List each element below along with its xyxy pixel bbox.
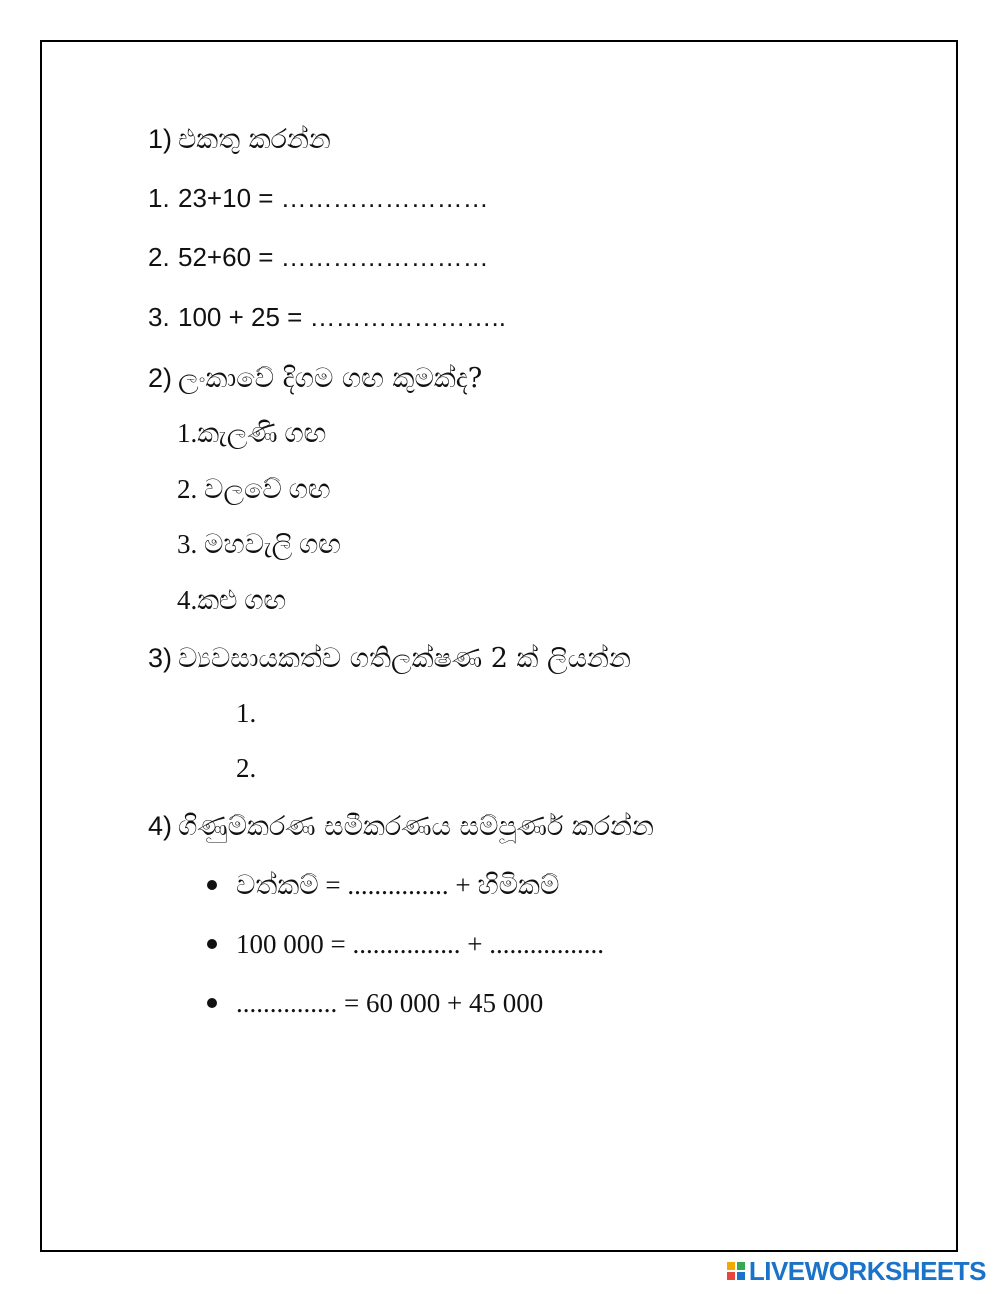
liveworksheets-logo-icon: [727, 1262, 745, 1280]
question-number: 3): [148, 643, 173, 673]
question-1-heading: [148, 126, 331, 153]
question-text: එකතු කරන්න: [178, 124, 331, 155]
river-option[interactable]: 3. මහවැලි ගඟ: [177, 529, 341, 559]
river-option[interactable]: 1.කැලණි ගඟ: [177, 418, 327, 448]
bullet-icon: [207, 998, 217, 1008]
item-number: 1.: [148, 183, 170, 213]
question-number: 4): [148, 811, 173, 841]
question-number: 1): [148, 124, 173, 154]
bullet-icon: [207, 880, 217, 890]
equation-text[interactable]: ............... = 60 000 + 45 000: [236, 988, 544, 1018]
question-text: ලංකාවේ දිගම ගඟ කුමක්ද?: [178, 363, 483, 394]
equation-bullet: [207, 931, 604, 958]
bullet-icon: [207, 939, 217, 949]
item-number: 3.: [148, 302, 170, 332]
equation-text[interactable]: වත්කම් = ............... + හිමිකම්: [236, 870, 560, 900]
equation-bullet: [207, 990, 543, 1017]
question-1-item: [148, 304, 506, 330]
equation-bullet: [207, 872, 559, 899]
liveworksheets-logo[interactable]: [727, 1256, 986, 1286]
item-number: 2.: [148, 242, 170, 272]
item-text[interactable]: 23+10 = ……………………: [178, 183, 489, 213]
question-3-heading: [148, 645, 631, 672]
item-text[interactable]: 52+60 = ……………………: [178, 242, 489, 272]
answer-line[interactable]: 2.: [236, 753, 257, 783]
question-text: ව්‍යවසායකත්ව ගතිලක්ෂණ 2 ක් ලියන්න: [178, 643, 631, 674]
question-number: 2): [148, 363, 173, 393]
equation-text[interactable]: 100 000 = ................ + .................: [236, 929, 604, 959]
question-1-item: [148, 244, 489, 270]
question-4-heading: [148, 813, 654, 840]
item-text[interactable]: 100 + 25 = …………………..: [178, 302, 507, 332]
question-text: ගිණුම්කරණ සමීකරණය සම්පූර්ණ කරන්න: [178, 811, 654, 842]
river-option[interactable]: 4.කළු ගඟ: [177, 585, 287, 615]
answer-line[interactable]: 1.: [236, 698, 257, 728]
question-2-heading: [148, 365, 482, 392]
brand-name: LIVEWORKSHEETS: [748, 1255, 986, 1286]
river-option[interactable]: 2. වලවේ ගඟ: [177, 474, 331, 504]
question-1-item: [148, 185, 489, 211]
